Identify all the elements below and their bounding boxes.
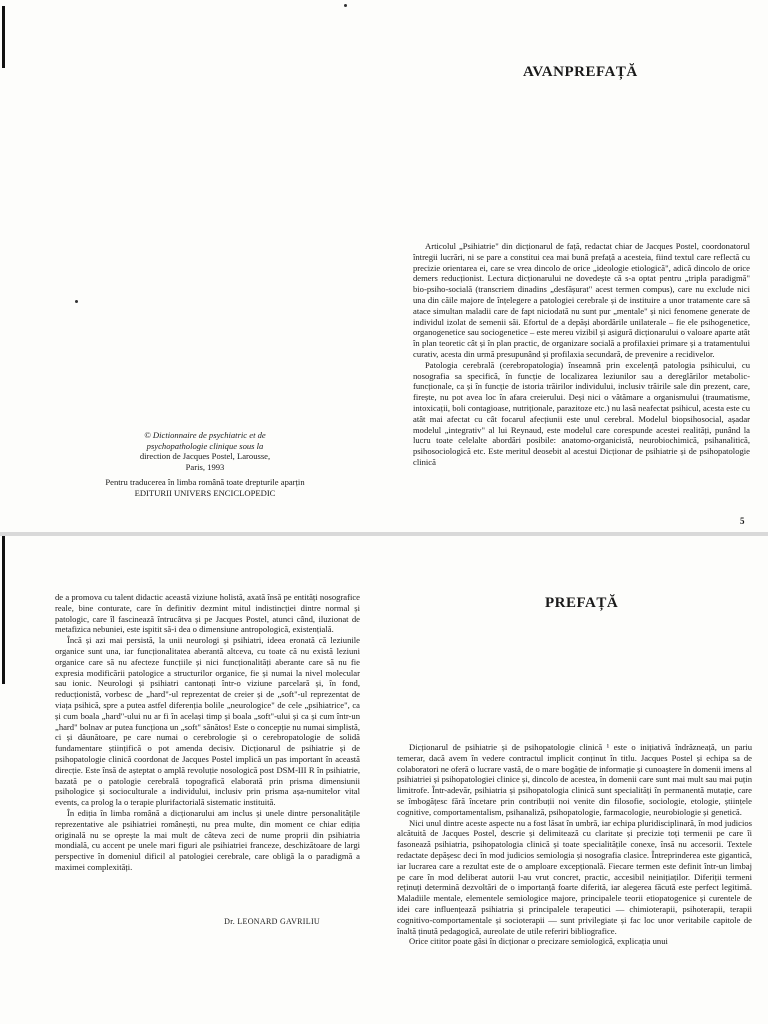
page-title-prefata: PREFAȚĂ xyxy=(545,595,619,611)
scan-speck xyxy=(344,4,347,7)
scan-edge-mark xyxy=(2,536,5,684)
page-number: 5 xyxy=(740,516,745,526)
paragraph: Patologia cerebrală (cerebropatologia) înseamnă prin excelență patologia psihicului, cu nosografia sa specifică, în funcție de localizarea leziunilor sau a dereglărilor metabolic-funcționale, ca și în funcție de istoria trăirilor individului, inclusiv trăirile sale din prezent, care, firește, nu pot avea loc în afara creierului. Deși nici o vătămare a organismului (traumatisme, intoxicații, boli contagioase, nutriționale, parazitoze etc.) nu lasă neafectat psihicul, acesta este cu atât mai afectat cu cât focarul afecțiunii este unul cerebral. Modelul biopsihosocial, așadar modelul „integrativ" al lui Reynaud, este modelul care corespunde acestei realități, punând la lucru toate celelalte abordări posibile: anatomo-organicistă, neurobiochimică, psihanalitică, psihosociologică etc. Este meritul deosebit al acestui Dicționar de psihiatrie și de psihopatologie clinică xyxy=(413,359,750,467)
paragraph: Orice cititor poate găsi în dicționar o precizare semiologică, explicația unui xyxy=(409,936,668,947)
credit-line: Paris, 1993 xyxy=(185,461,225,472)
bottom-page xyxy=(0,536,768,1024)
paragraph: Nici unul dintre aceste aspecte nu a fost lăsat în umbră, iar echipa pluridisciplinară, în mod judicios alcătuită de Jacques Postel, descrie și delimitează cu claritate și precizie toți termenii pe care îi fasonează psihiatria, psihopatologia clinică și toate specialitățile conexe, însă nu accesorii. Textele redactate depășesc deci în mod judicios semiologia și nosografia clasice. Întreprinderea este gigantică, iar lucrarea care a rezultat este de o amploare excepțională. Fiecare termen este definit într-un limbaj pe care în mod deliberat autorii l-au vrut concret, practic, accesibil neinițiaților. Diferiții termeni reținuți determină dezvoltări de o importanță foarte diferită, iar alegerea făcută este perfect legitimă. Maladiile mentale, elementele semiologice majore, principalele teorii etiopatogenice și curentele de idei care influențează psihiatria și principalele terapeutici — chimioterapii, psihoterapii, terapii cognitivo-comportamentale și socioterapii — sunt privilegiate și fac loc unor veritabile capitole de înaltă ținută pedagogică, aureolate de utile referiri bibliografice. xyxy=(397,817,752,936)
page-title-avanprefata: AVANPREFAȚĂ xyxy=(523,64,638,80)
paragraph: Articolul „Psihiatrie" din dicționarul de față, redactat chiar de Jacques Postel, coordonatorul întregii lucrări, ni se pare a constitui cea mai bună prefață a acesteia, fiind textul care reflectă cu precizie orientarea ei, care se vrea dincolo de orice „ideologie etiologică", adică dincolo de orice demers reducționist. Lectura dicționarului ne dovedește că s-a optat pentru „tripla paradigmă" bio-psiho-socială (transcriem dinadins „desfășurat" acest termen compus), care nu exclude nici una din căile majore de înțelegere a patologiei cerebrale și de instituire a unor tratamente care să atace simultan maladii care de fapt niciodată nu sunt pur „mentale" și nici fenomene generate de individul izolat de semenii săi. Efortul de a depăși abordările unilaterale – fie ele psihogenetice, organogenetice sau sociogenetice – este mereu vizibil și asigură dicționarului o valoare aparte atât în plan teoretic cât și în plan practic, de organizare socială a profilaxiei primare și a tratamentului curativ, acesta din urmă presupunând și profilaxia secundară, de prevenire a recidivelor. xyxy=(413,241,750,359)
paragraph: Încă și azi mai persistă, la unii neurologi și psihiatri, ideea eronată că leziunile organice sunt una, iar funcționalitatea aberantă altceva, cu toate că nu există leziuni organice care să nu afecteze funcțiile și nici funcționalități aberante care să nu fie expresia modificării patologice a structurilor organice, fie și numai la nivel molecular sau ionic. Neurologi și psihiatri cantonați într-o viziune parcelară și, în fond, reducționistă, vorbesc de „hard"-ul reprezentat de creier și de „soft"-ul reprezentat de viața psihică, spre a putea astfel diferenția bolile „neurologice" de cele „psihiatrice", ca și cum boala „hard"-ului nu ar fi în același timp și boala „soft"-ului și ca și cum într-un „hard" bolnav ar putea funcționa un „soft" sănătos! Este o concepție nu numai simplistă, ci și dăunătoare, pe care numai o cerebrologie și o cerebropatologie de solidă fundamentare științifică o pot amenda decisiv. Dicționarul de psihiatrie și de psihopatologie clinică coordonat de Jacques Postel implică un pas important în această direcție. Este însă de așteptat o amplă revoluție nosologică post DSM-III R în psihiatrie, bazată pe o patologie cerebrală topografică elaborată prin prisma dimensiunii psihologice și socioculturale a individului, inclusiv prin prisma așa-numitelor vital events, ca prolog la o terapie plurifactorială sistematic instituită. xyxy=(55,635,360,808)
publisher-name: EDITURII UNIVERS ENCICLOPEDIC xyxy=(134,487,276,498)
credit-line: direction de Jacques Postel, Larousse, xyxy=(139,451,271,461)
scan-edge-mark xyxy=(2,6,5,68)
avanprefata-text xyxy=(413,241,750,505)
credit-line: Pentru traducerea în limba română toate drepturile aparțin xyxy=(105,477,305,487)
paragraph: În ediția în limba română a dicționarului am inclus și unele dintre personalitățile reprezentative ale psihiatriei românești, nu prea multe, din moment ce chiar ediția originală nu se oprește la mai mult de câteva zeci de nume proprii din psihiatria mondială, cu accent pe unele mari figuri ale psihiatriei franceze, deschizătoare de largi perspective în domeniul dificil al patologiei cerebrale, care obligă la o paradigmă a maximei complexități. xyxy=(55,807,360,872)
left-column-text xyxy=(55,592,360,910)
copyright-block xyxy=(100,430,310,498)
paragraph: de a promova cu talent didactic această viziune holistă, axată însă pe entități nosografice reale, bine conturate, care în definitiv dezmint mitul indistincției dintre normal și patologic, care îl fascinează întrucâtva și pe Jacques Postel, atunci când, iluzionat de metafizica nebuniei, este ispitit să-i dea o dimensiune antropologică, existențială. xyxy=(55,592,360,635)
paragraph: Dicționarul de psihiatrie și de psihopatologie clinică ¹ este o inițiativă îndrăzneață, un pariu temerar, dacă avem în vedere contractul implicit conținut în titlu. Jacques Postel și echipa sa de colaboratori ne oferă o lucrare vastă, de o mare bogăție de informație și cunoaștere în domenii imens al psihiatriei și psihopatologiei clinice și, dincolo de acestea, în domenii care sunt mai mult sau mai puțin limitrofe. Într-adevăr, psihiatria și psihopatologia clinică sunt specialități în permanentă mutație, care se îmbogățesc fără încetare prin contribuții noi venite din filosofie, sociologie, etologie, științele cognitive, comportamentalism, psihanaliză, psihopatologie, farmacologie, neurobiologie și genetică. xyxy=(397,742,752,817)
credit-line: psychopathologie clinique sous la xyxy=(146,440,264,451)
author-signature: Dr. LEONARD GAVRILIU xyxy=(224,917,320,926)
right-column-text xyxy=(397,742,752,1024)
credit-line: © Dictionnaire de psychiatric et de xyxy=(144,430,266,440)
scan-speck xyxy=(75,300,78,303)
